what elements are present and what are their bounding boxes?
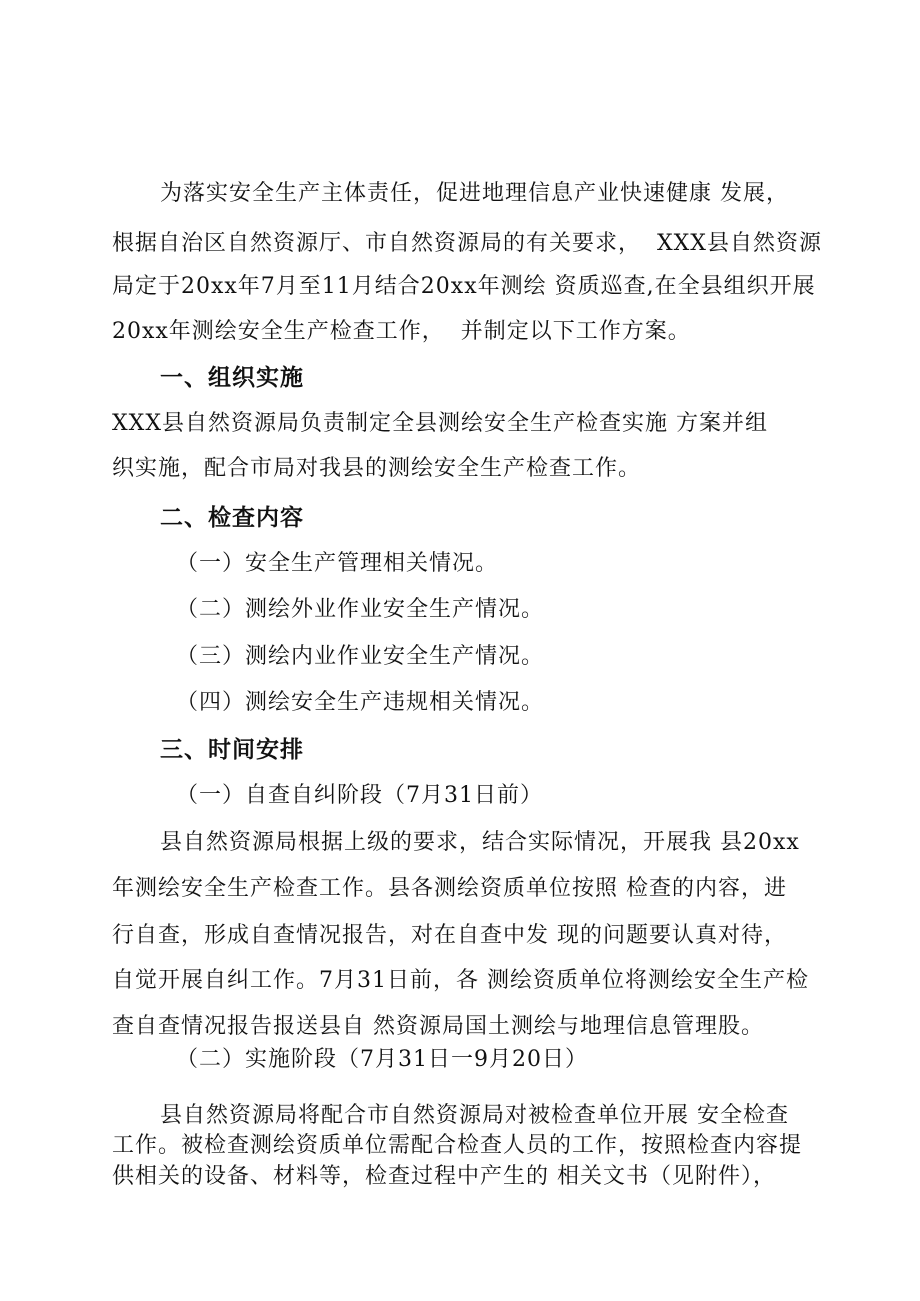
section-heading-organization: 一、组织实施	[160, 365, 304, 391]
stage1-line-1: 县自然资源局根据上级的要求，结合实际情况，开展我 县20xx	[160, 830, 800, 855]
stage2-title: （二）实施阶段（7月31日一9月20日）	[176, 1047, 588, 1072]
intro-line-2: 根据自治区自然资源厅、市自然资源局的有关要求， XXX县自然资源	[112, 231, 822, 256]
stage2-line-2: 工作。被检查测绘资质单位需配合检查人员的工作，按照检查内容提	[112, 1133, 803, 1158]
intro-line-1: 为落实安全生产主体责任，促进地理信息产业快速健康 发展，	[160, 181, 789, 206]
inspection-item-1: （一）安全生产管理相关情况。	[176, 551, 499, 576]
section-heading-inspection-content: 二、检查内容	[160, 505, 304, 531]
section-heading-schedule: 三、时间安排	[160, 737, 304, 763]
stage2-line-1: 县自然资源局将配合市自然资源局对被检查单位开展 安全检查	[160, 1103, 789, 1128]
intro-line-4: 20xx年测绘安全生产检查工作， 并制定以下工作方案。	[112, 319, 691, 344]
stage1-title: （一）自查自纠阶段（7月31日前）	[176, 783, 543, 808]
section1-line-2: 织实施，配合市局对我县的测绘安全生产检查工作。	[112, 456, 642, 481]
stage1-line-4: 自觉开展自纠工作。7月31日前，各 测绘资质单位将测绘安全生产检	[112, 968, 809, 993]
stage1-line-3: 行自查，形成自查情况报告，对在自查中发 现的问题要认真对待，	[112, 923, 787, 948]
stage2-line-3: 供相关的设备、材料等，检查过程中产生的 相关文书（见附件），	[112, 1164, 776, 1189]
inspection-item-2: （二）测绘外业作业安全生产情况。	[176, 597, 545, 622]
stage1-line-5: 查自查情况报告报送县自 然资源局国土测绘与地理信息管理股。	[112, 1014, 764, 1039]
stage1-line-2: 年测绘安全生产检查工作。县各测绘资质单位按照 检查的内容，进	[112, 876, 787, 901]
section1-line-1: XXX县自然资源局负责制定全县测绘安全生产检查实施 方案并组	[112, 411, 768, 436]
intro-line-3: 局定于20xx年7月至11月结合20xx年测绘 资质巡查,在全县组织开展	[112, 274, 816, 299]
inspection-item-3: （三）测绘内业作业安全生产情况。	[176, 644, 545, 669]
inspection-item-4: （四）测绘安全生产违规相关情况。	[176, 690, 545, 715]
